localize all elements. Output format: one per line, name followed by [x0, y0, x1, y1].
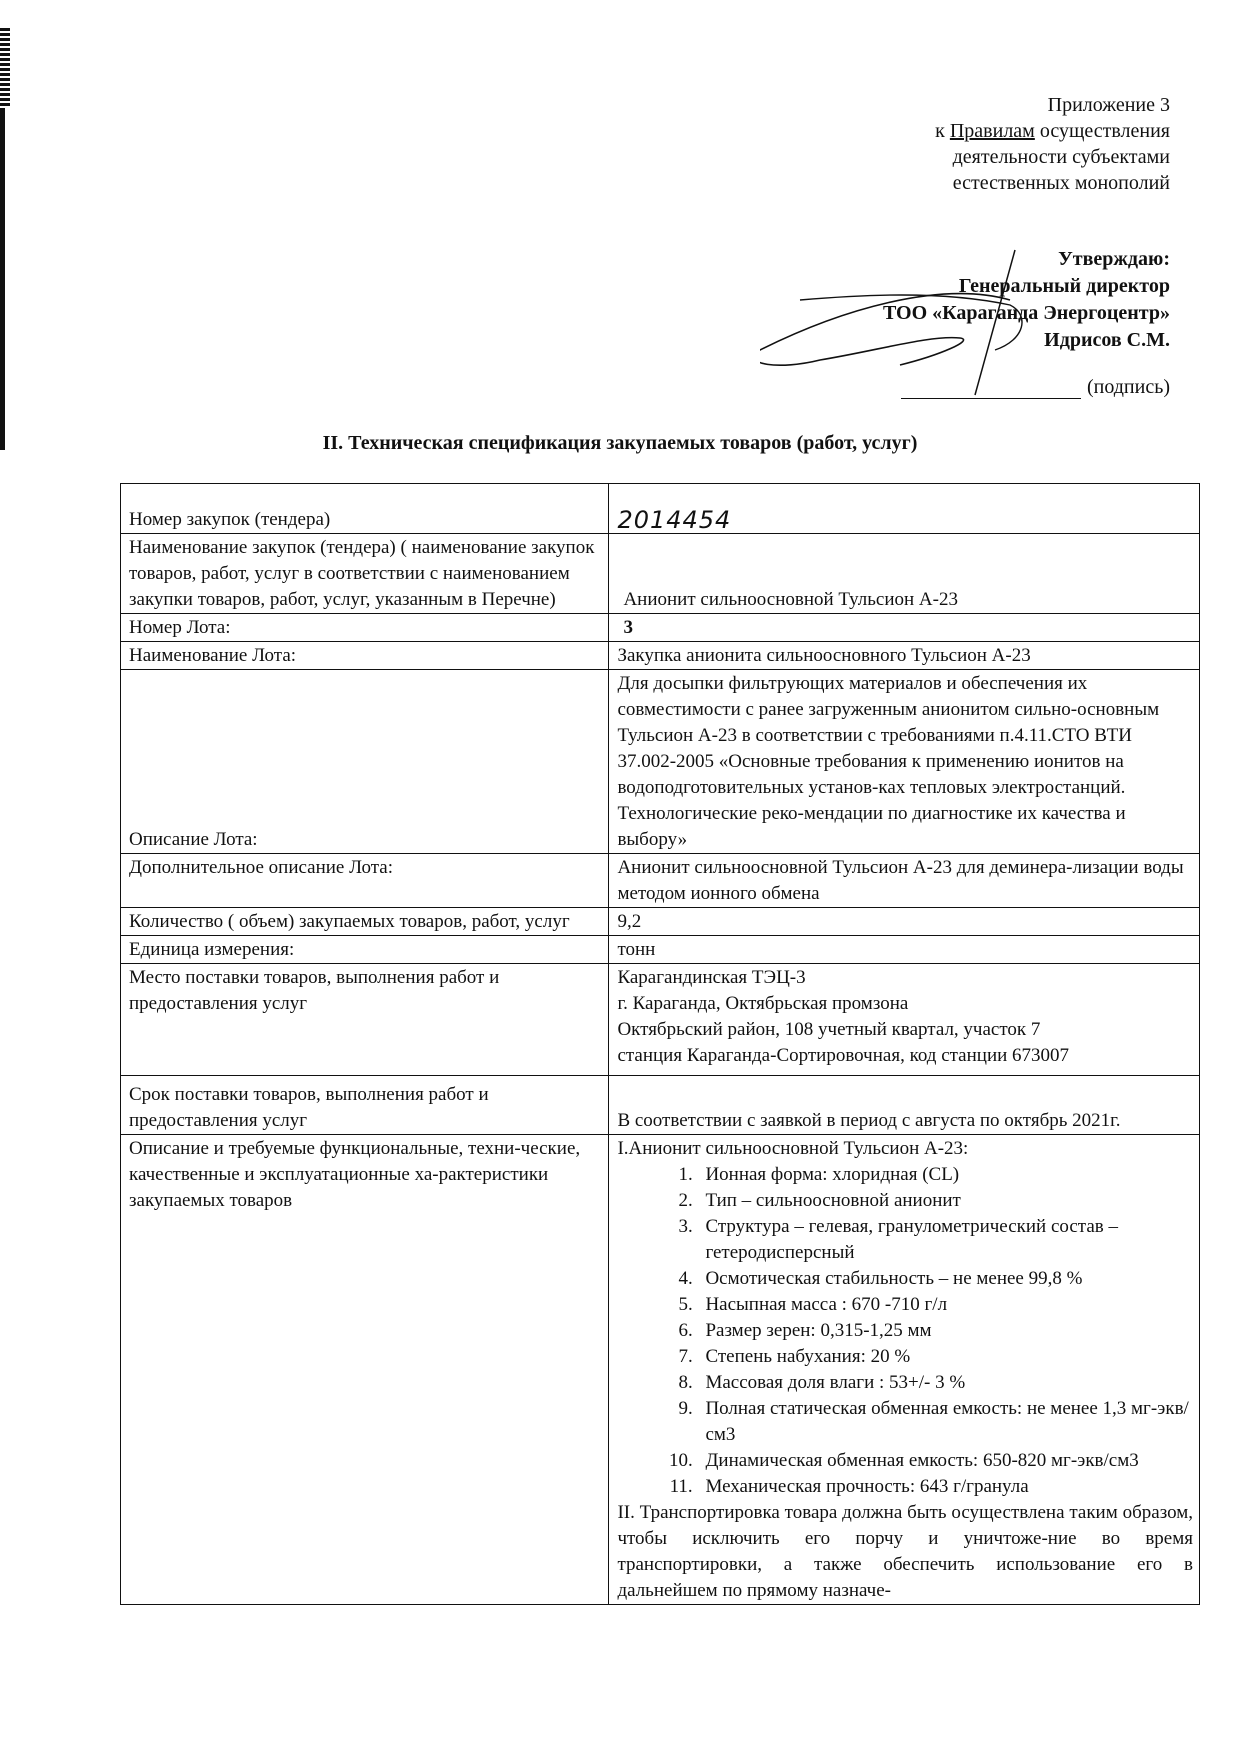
- list-item: 3. Структура – гелевая, гранулометрический состав – гетеродисперсный: [697, 1214, 1193, 1266]
- appendix-header: [935, 92, 1170, 196]
- characteristics-list: [617, 1162, 1193, 1500]
- row-value: Закупка анионита сильноосновного Тульсион А-23: [609, 642, 1200, 670]
- list-item: 9. Полная статическая обменная емкость: не менее 1,3 мг-экв/см3: [697, 1396, 1193, 1448]
- signature-label: (подпись): [1086, 376, 1170, 398]
- list-item: 2. Тип – сильноосновной анионит: [697, 1188, 1193, 1214]
- row-value: Анионит сильноосновной Тульсион А-23 для деминера-лизации воды методом ионного обмена: [609, 854, 1200, 908]
- table-row: [121, 936, 1200, 964]
- table-row: [121, 908, 1200, 936]
- quantity: 9,2: [609, 908, 1200, 936]
- delivery-period: В соответствии с заявкой в период с августа по октябрь 2021г.: [609, 1076, 1200, 1135]
- specification-table: [120, 483, 1200, 1605]
- section-1-title: I.Анионит сильноосновной Тульсион А-23:: [617, 1138, 969, 1159]
- approve-label: Утверждаю:: [1058, 248, 1170, 270]
- scan-edge-artifact-top: [0, 28, 10, 108]
- approval-block: [883, 246, 1170, 354]
- list-item: 1. Ионная форма: хлоридная (CL): [697, 1162, 1193, 1188]
- table-row: [121, 642, 1200, 670]
- signature-line: [901, 376, 1170, 399]
- table-row: [121, 614, 1200, 642]
- row-label: Номер Лота:: [121, 614, 609, 642]
- appendix-line-1: Приложение 3: [1047, 94, 1170, 116]
- delivery-place: Карагандинская ТЭЦ-3 г. Караганда, Октябрьская промзона Октябрьский район, 108 учетный квартал, участок 7 станция Караганда-Сортировочная, код станции 673007: [609, 964, 1200, 1076]
- characteristics: [609, 1135, 1200, 1605]
- row-label: Описание и требуемые функциональные, техни-ческие, качественные и эксплуатационные ха-рактеристики закупаемых товаров: [121, 1135, 609, 1605]
- section-2-transport: II. Транспортировка товара должна быть осуществлена таким образом, чтобы исключить его порчу и уничтоже-ние во время транспортировки, а также обеспечить использование его в дальнейшем по прямому назначе-: [617, 1502, 1193, 1601]
- appendix-line-2: к Правилам осуществления: [935, 120, 1170, 142]
- row-label: Номер закупок (тендера): [121, 484, 609, 534]
- list-item: 7. Степень набухания: 20 %: [697, 1344, 1193, 1370]
- page-title: II. Техническая спецификация закупаемых товаров (работ, услуг): [322, 432, 918, 454]
- list-item: 4. Осмотическая стабильность – не менее 99,8 %: [697, 1266, 1193, 1292]
- row-label: Наименование Лота:: [121, 642, 609, 670]
- rules-link[interactable]: Правилам: [949, 120, 1035, 142]
- row-label: Срок поставки товаров, выполнения работ и предоставления услуг: [121, 1076, 609, 1135]
- row-label: Единица измерения:: [121, 936, 609, 964]
- lot-description: Для досыпки фильтрующих материалов и обеспечения их совместимости с ранее загруженным анионитом сильно-основным Тульсион А-23 в соответствии с требованиями п.4.11.СТО ВТИ 37.002-2005 «Основные требования к применению ионитов на водоподготовительных установ-ках тепловых электростанций. Технологические реко-мендации по диагностике их качества и выбору»: [609, 670, 1200, 854]
- table-row: [121, 1076, 1200, 1135]
- appendix-line-3: деятельности субъектами: [952, 146, 1170, 168]
- list-item: 11. Механическая прочность: 643 г/гранула: [697, 1474, 1193, 1500]
- row-label: Описание Лота:: [121, 670, 609, 854]
- approver-position: Генеральный директор: [958, 275, 1170, 297]
- row-label: Наименование закупок (тендера) ( наименование закупок товаров, работ, услуг в соответствии с наименованием закупки товаров, работ, услуг, указанным в Перечне): [121, 534, 609, 614]
- table-row: [121, 1135, 1200, 1605]
- table-row: [121, 964, 1200, 1076]
- lot-number: 3: [609, 614, 1200, 642]
- table-row: [121, 484, 1200, 534]
- row-label: Место поставки товаров, выполнения работ и предоставления услуг: [121, 964, 609, 1076]
- signature-blank: [901, 380, 1081, 399]
- row-label: Количество ( объем) закупаемых товаров, работ, услуг: [121, 908, 609, 936]
- approver-company: ТОО «Караганда Энергоцентр»: [882, 302, 1170, 324]
- list-item: 6. Размер зерен: 0,315-1,25 мм: [697, 1318, 1193, 1344]
- table-row: [121, 534, 1200, 614]
- list-item: 5. Насыпная масса : 670 -710 г/л: [697, 1292, 1193, 1318]
- list-item: 10. Динамическая обменная емкость: 650-820 мг-экв/см3: [697, 1448, 1193, 1474]
- row-value: Анионит сильноосновной Тульсион А-23: [609, 534, 1200, 614]
- appendix-line-4: естественных монополий: [952, 172, 1170, 194]
- table-row: [121, 670, 1200, 854]
- unit: тонн: [609, 936, 1200, 964]
- table-row: [121, 854, 1200, 908]
- tender-number: 2014454: [609, 484, 1200, 534]
- row-label: Дополнительное описание Лота:: [121, 854, 609, 908]
- list-item: 8. Массовая доля влаги : 53+/- 3 %: [697, 1370, 1193, 1396]
- approver-name: Идрисов С.М.: [1044, 329, 1170, 351]
